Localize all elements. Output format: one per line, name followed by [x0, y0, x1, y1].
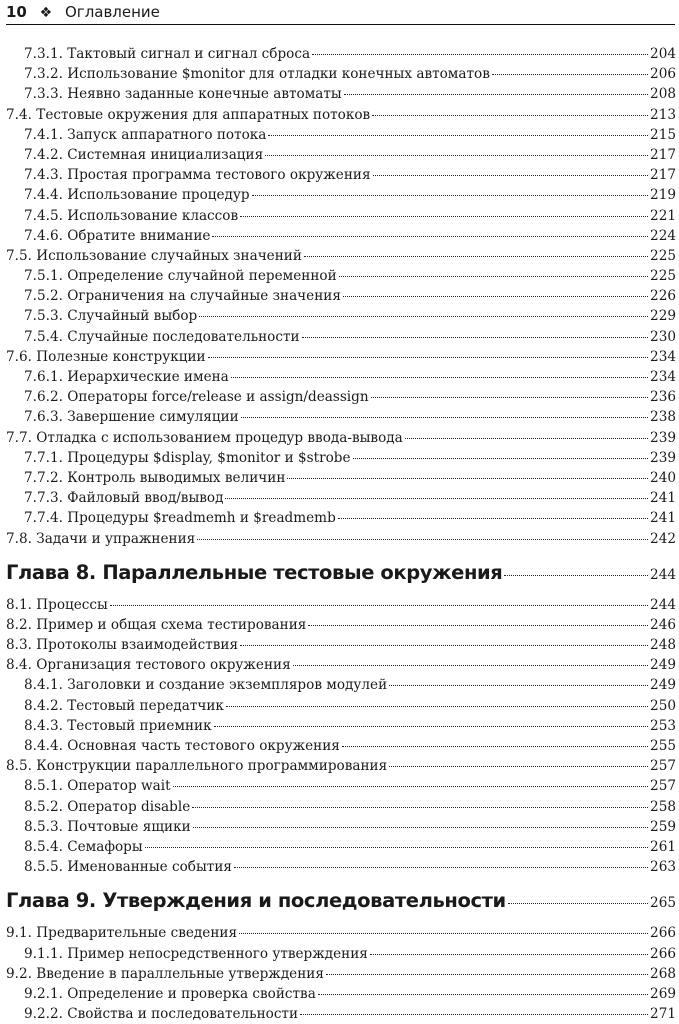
toc-entry[interactable]: [6, 675, 676, 695]
toc-entry-title: 8.3. Протоколы взаимодействия: [6, 637, 239, 654]
toc-entry-title: 7.3.3. Неявно заданные конечные автоматы: [24, 86, 342, 103]
dot-leader: [265, 155, 648, 156]
toc-page-number: 271: [650, 1006, 676, 1023]
dot-leader: [240, 216, 648, 217]
dot-leader: [293, 665, 648, 666]
toc-page-number: 225: [650, 268, 676, 285]
toc-entry[interactable]: [6, 635, 676, 655]
toc-page-number: 246: [650, 616, 676, 633]
dot-leader: [371, 397, 648, 398]
toc-entry[interactable]: [6, 468, 676, 488]
toc-entry-title: Глава 8. Параллельные тестовые окружения: [6, 560, 503, 584]
toc-page-number: 257: [650, 778, 676, 795]
dot-leader: [405, 438, 648, 439]
toc-entry[interactable]: [6, 185, 676, 205]
dot-leader: [339, 276, 648, 277]
toc-entry[interactable]: [6, 44, 676, 64]
page-header: [6, 0, 675, 25]
toc-entry[interactable]: [6, 327, 676, 347]
dot-leader: [302, 337, 648, 338]
dot-leader: [300, 1014, 648, 1015]
dot-leader: [214, 726, 648, 727]
toc-entry-title: 7.5.3. Случайный выбор: [24, 308, 198, 325]
toc-entry-title: 7.4.3. Простая программа тестового окружения: [24, 167, 371, 184]
toc-page-number: 244: [650, 566, 676, 583]
toc-entry[interactable]: [6, 756, 676, 776]
toc-entry-title: 7.7.3. Файловый ввод/вывод: [24, 490, 224, 507]
dot-leader: [199, 316, 648, 317]
toc-entry-title: 9.1. Предварительные сведения: [6, 925, 238, 942]
toc-entry[interactable]: [6, 125, 676, 145]
toc-entry-title: 7.6.2. Операторы force/release и assign/deassign: [24, 389, 369, 406]
dot-leader: [389, 766, 648, 767]
toc-entry-title: 7.7.4. Процедуры $readmemh и $readmemb: [24, 510, 336, 527]
dot-leader: [492, 74, 648, 75]
toc-page-number: 249: [650, 657, 676, 674]
toc-entry[interactable]: [6, 529, 676, 549]
toc-entry-title: 7.5.4. Случайные последовательности: [24, 328, 300, 345]
toc-entry-title: 7.6.3. Завершение симуляции: [24, 409, 239, 426]
toc-entry-title: 7.4. Тестовые окружения для аппаратных потоков: [6, 106, 371, 123]
table-of-contents: [6, 44, 676, 1024]
toc-entry-title: 8.4.4. Основная часть тестового окружения: [24, 738, 340, 754]
toc-entry-title: 7.7. Отладка с использованием процедур ввода-вывода: [6, 429, 403, 446]
dot-leader: [312, 54, 648, 55]
dot-leader: [110, 605, 648, 606]
toc-page-number: 226: [650, 288, 676, 305]
toc-entry-title: 7.4.6. Обратите внимание: [24, 227, 211, 244]
toc-entry-title: 8.2. Пример и общая схема тестирования: [6, 616, 307, 633]
toc-entry[interactable]: [6, 387, 676, 407]
toc-entry[interactable]: [6, 716, 676, 736]
toc-entry-title: 8.1. Процессы: [6, 596, 108, 613]
toc-entry[interactable]: [6, 923, 676, 943]
toc-entry-title: 7.4.1. Запуск аппаратного потока: [24, 126, 267, 143]
toc-page-number: 239: [650, 429, 676, 446]
toc-chapter-heading[interactable]: [6, 889, 676, 917]
toc-entry[interactable]: [6, 488, 676, 508]
dot-leader: [373, 175, 649, 176]
toc-entry[interactable]: [6, 367, 676, 387]
toc-entry-title: 9.1.1. Пример непосредственного утверждения: [24, 945, 368, 962]
toc-page-number: 215: [650, 126, 676, 143]
toc-page-number: 236: [650, 389, 676, 406]
toc-page-number: 242: [650, 530, 676, 547]
dot-leader: [241, 417, 648, 418]
dot-leader: [192, 807, 648, 808]
toc-page-number: 253: [650, 717, 676, 734]
dot-leader: [226, 706, 648, 707]
dot-leader: [304, 256, 648, 257]
toc-entry[interactable]: [6, 145, 676, 165]
toc-entry-title: 7.6. Полезные конструкции: [6, 348, 206, 365]
page-number: 10: [6, 3, 27, 21]
toc-page-number: 208: [650, 86, 676, 103]
toc-entry[interactable]: [6, 266, 676, 286]
toc-entry-title: 9.2. Введение в параллельные утверждения: [6, 965, 324, 982]
dot-leader: [326, 974, 648, 975]
toc-entry[interactable]: [6, 857, 676, 877]
toc-page-number: 241: [650, 490, 676, 507]
dot-leader: [308, 625, 648, 626]
toc-entry-title: 8.4.1. Заголовки и создание экземпляров модулей: [24, 677, 388, 694]
toc-chapter-heading[interactable]: [6, 561, 676, 589]
toc-entry[interactable]: [6, 817, 676, 837]
dot-leader: [389, 685, 648, 686]
toc-page-number: 234: [650, 369, 676, 385]
toc-entry-title: 8.5. Конструкции параллельного программирования: [6, 758, 388, 775]
toc-entry-title: 7.4.2. Системная инициализация: [24, 146, 264, 163]
toc-entry-title: 7.4.4. Использование процедур: [24, 187, 250, 204]
toc-entry-title: 8.5.1. Оператор wait: [24, 778, 171, 795]
toc-entry[interactable]: [6, 776, 676, 796]
toc-page-number: 240: [650, 469, 676, 486]
toc-page-number: 250: [650, 697, 676, 714]
toc-page-number: 221: [650, 207, 676, 224]
toc-page-number: 265: [650, 895, 676, 912]
toc-page-number: 213: [650, 106, 676, 123]
toc-entry[interactable]: [6, 428, 676, 448]
dot-leader: [343, 296, 648, 297]
dot-leader: [342, 746, 648, 747]
dot-leader: [344, 94, 648, 95]
dot-leader: [225, 498, 648, 499]
toc-entry[interactable]: [6, 407, 676, 427]
toc-entry[interactable]: [6, 1004, 676, 1024]
toc-entry[interactable]: [6, 105, 676, 125]
toc-entry-title: 7.8. Задачи и упражнения: [6, 530, 196, 547]
dot-leader: [504, 575, 648, 576]
running-title: Оглавление: [65, 3, 160, 21]
toc-page-number: 248: [650, 637, 676, 654]
toc-entry[interactable]: [6, 595, 676, 615]
toc-page-number: 238: [650, 409, 676, 426]
toc-page-number: 234: [650, 348, 676, 365]
toc-page-number: 255: [650, 738, 676, 754]
dot-leader: [353, 458, 649, 459]
toc-entry[interactable]: [6, 165, 676, 185]
toc-page-number: 263: [650, 859, 676, 876]
toc-entry[interactable]: [6, 84, 676, 104]
toc-entry-title: 8.5.5. Именованные события: [24, 859, 232, 876]
dot-leader: [338, 518, 648, 519]
toc-page-number: 268: [650, 965, 676, 982]
toc-page-number: 206: [650, 66, 676, 83]
toc-page-number: 266: [650, 925, 676, 942]
toc-entry-title: 7.3.2. Использование $monitor для отладки конечных автоматов: [24, 66, 490, 83]
dot-leader: [193, 827, 648, 828]
toc-page-number: 230: [650, 328, 676, 345]
toc-entry-title: 7.4.5. Использование классов: [24, 207, 239, 224]
toc-entry-title: 7.5.2. Ограничения на случайные значения: [24, 288, 341, 305]
dot-leader: [239, 933, 648, 934]
dot-leader: [208, 357, 648, 358]
diamond-ornament-icon: ❖: [39, 5, 53, 21]
toc-entry[interactable]: [6, 206, 676, 226]
toc-entry-title: 7.6.1. Иерархические имена: [24, 369, 229, 385]
dot-leader: [212, 236, 648, 237]
toc-entry[interactable]: [6, 448, 676, 468]
dot-leader: [268, 135, 648, 136]
toc-entry-title: Глава 9. Утверждения и последовательности: [6, 889, 506, 913]
toc-page-number: 229: [650, 308, 676, 325]
toc-entry-title: 7.5. Использование случайных значений: [6, 247, 302, 264]
toc-page-number: 257: [650, 758, 676, 775]
toc-entry[interactable]: [6, 286, 676, 306]
dot-leader: [145, 847, 648, 848]
toc-entry[interactable]: [6, 64, 676, 84]
dot-leader: [197, 539, 648, 540]
dot-leader: [231, 377, 648, 378]
toc-entry-title: 7.7.1. Процедуры $display, $monitor и $strobe: [24, 449, 351, 466]
toc-entry[interactable]: [6, 696, 676, 716]
toc-page-number: 217: [650, 167, 676, 184]
toc-page-number: 217: [650, 146, 676, 163]
toc-entry-title: 8.4.3. Тестовый приемник: [24, 717, 212, 734]
toc-page-number: 259: [650, 818, 676, 835]
toc-entry[interactable]: [6, 347, 676, 367]
toc-entry[interactable]: [6, 246, 676, 266]
toc-page-number: 266: [650, 945, 676, 962]
toc-page-number: 244: [650, 596, 676, 613]
dot-leader: [287, 478, 648, 479]
toc-page-number: 261: [650, 838, 676, 855]
toc-page-number: 249: [650, 677, 676, 694]
toc-page-number: 269: [650, 985, 676, 1002]
toc-entry[interactable]: [6, 306, 676, 326]
toc-entry-title: 8.5.4. Семафоры: [24, 838, 143, 855]
dot-leader: [173, 786, 648, 787]
dot-leader: [508, 903, 648, 904]
toc-page-number: 258: [650, 798, 676, 815]
toc-page-number: 219: [650, 187, 676, 204]
toc-entry-title: 8.5.3. Почтовые ящики: [24, 818, 191, 835]
toc-page-number: 241: [650, 510, 676, 527]
toc-entry[interactable]: [6, 736, 676, 756]
dot-leader: [318, 994, 648, 995]
toc-entry[interactable]: [6, 964, 676, 984]
toc-entry-title: 9.2.1. Определение и проверка свойства: [24, 985, 316, 1002]
toc-entry-title: 9.2.2. Свойства и последовательности: [24, 1006, 299, 1023]
toc-page-number: 224: [650, 227, 676, 244]
toc-page-number: 204: [650, 46, 676, 62]
toc-entry-title: 7.7.2. Контроль выводимых величин: [24, 469, 286, 486]
toc-entry[interactable]: [6, 655, 676, 675]
dot-leader: [370, 954, 648, 955]
toc-entry[interactable]: [6, 797, 676, 817]
dot-leader: [372, 115, 648, 116]
toc-entry[interactable]: [6, 944, 676, 964]
toc-entry-title: 8.4.2. Тестовый передатчик: [24, 697, 224, 714]
toc-entry-title: 7.5.1. Определение случайной переменной: [24, 268, 337, 285]
toc-page-number: 225: [650, 247, 676, 264]
toc-entry[interactable]: [6, 837, 676, 857]
toc-entry[interactable]: [6, 615, 676, 635]
dot-leader: [240, 645, 648, 646]
toc-entry[interactable]: [6, 226, 676, 246]
dot-leader: [252, 195, 648, 196]
toc-entry-title: 8.5.2. Оператор disable: [24, 798, 191, 815]
toc-entry-title: 8.4. Организация тестового окружения: [6, 657, 291, 674]
dot-leader: [234, 867, 648, 868]
toc-entry[interactable]: [6, 984, 676, 1004]
toc-entry[interactable]: [6, 508, 676, 528]
toc-entry-title: 7.3.1. Тактовый сигнал и сигнал сброса: [24, 46, 311, 62]
toc-page-number: 239: [650, 449, 676, 466]
